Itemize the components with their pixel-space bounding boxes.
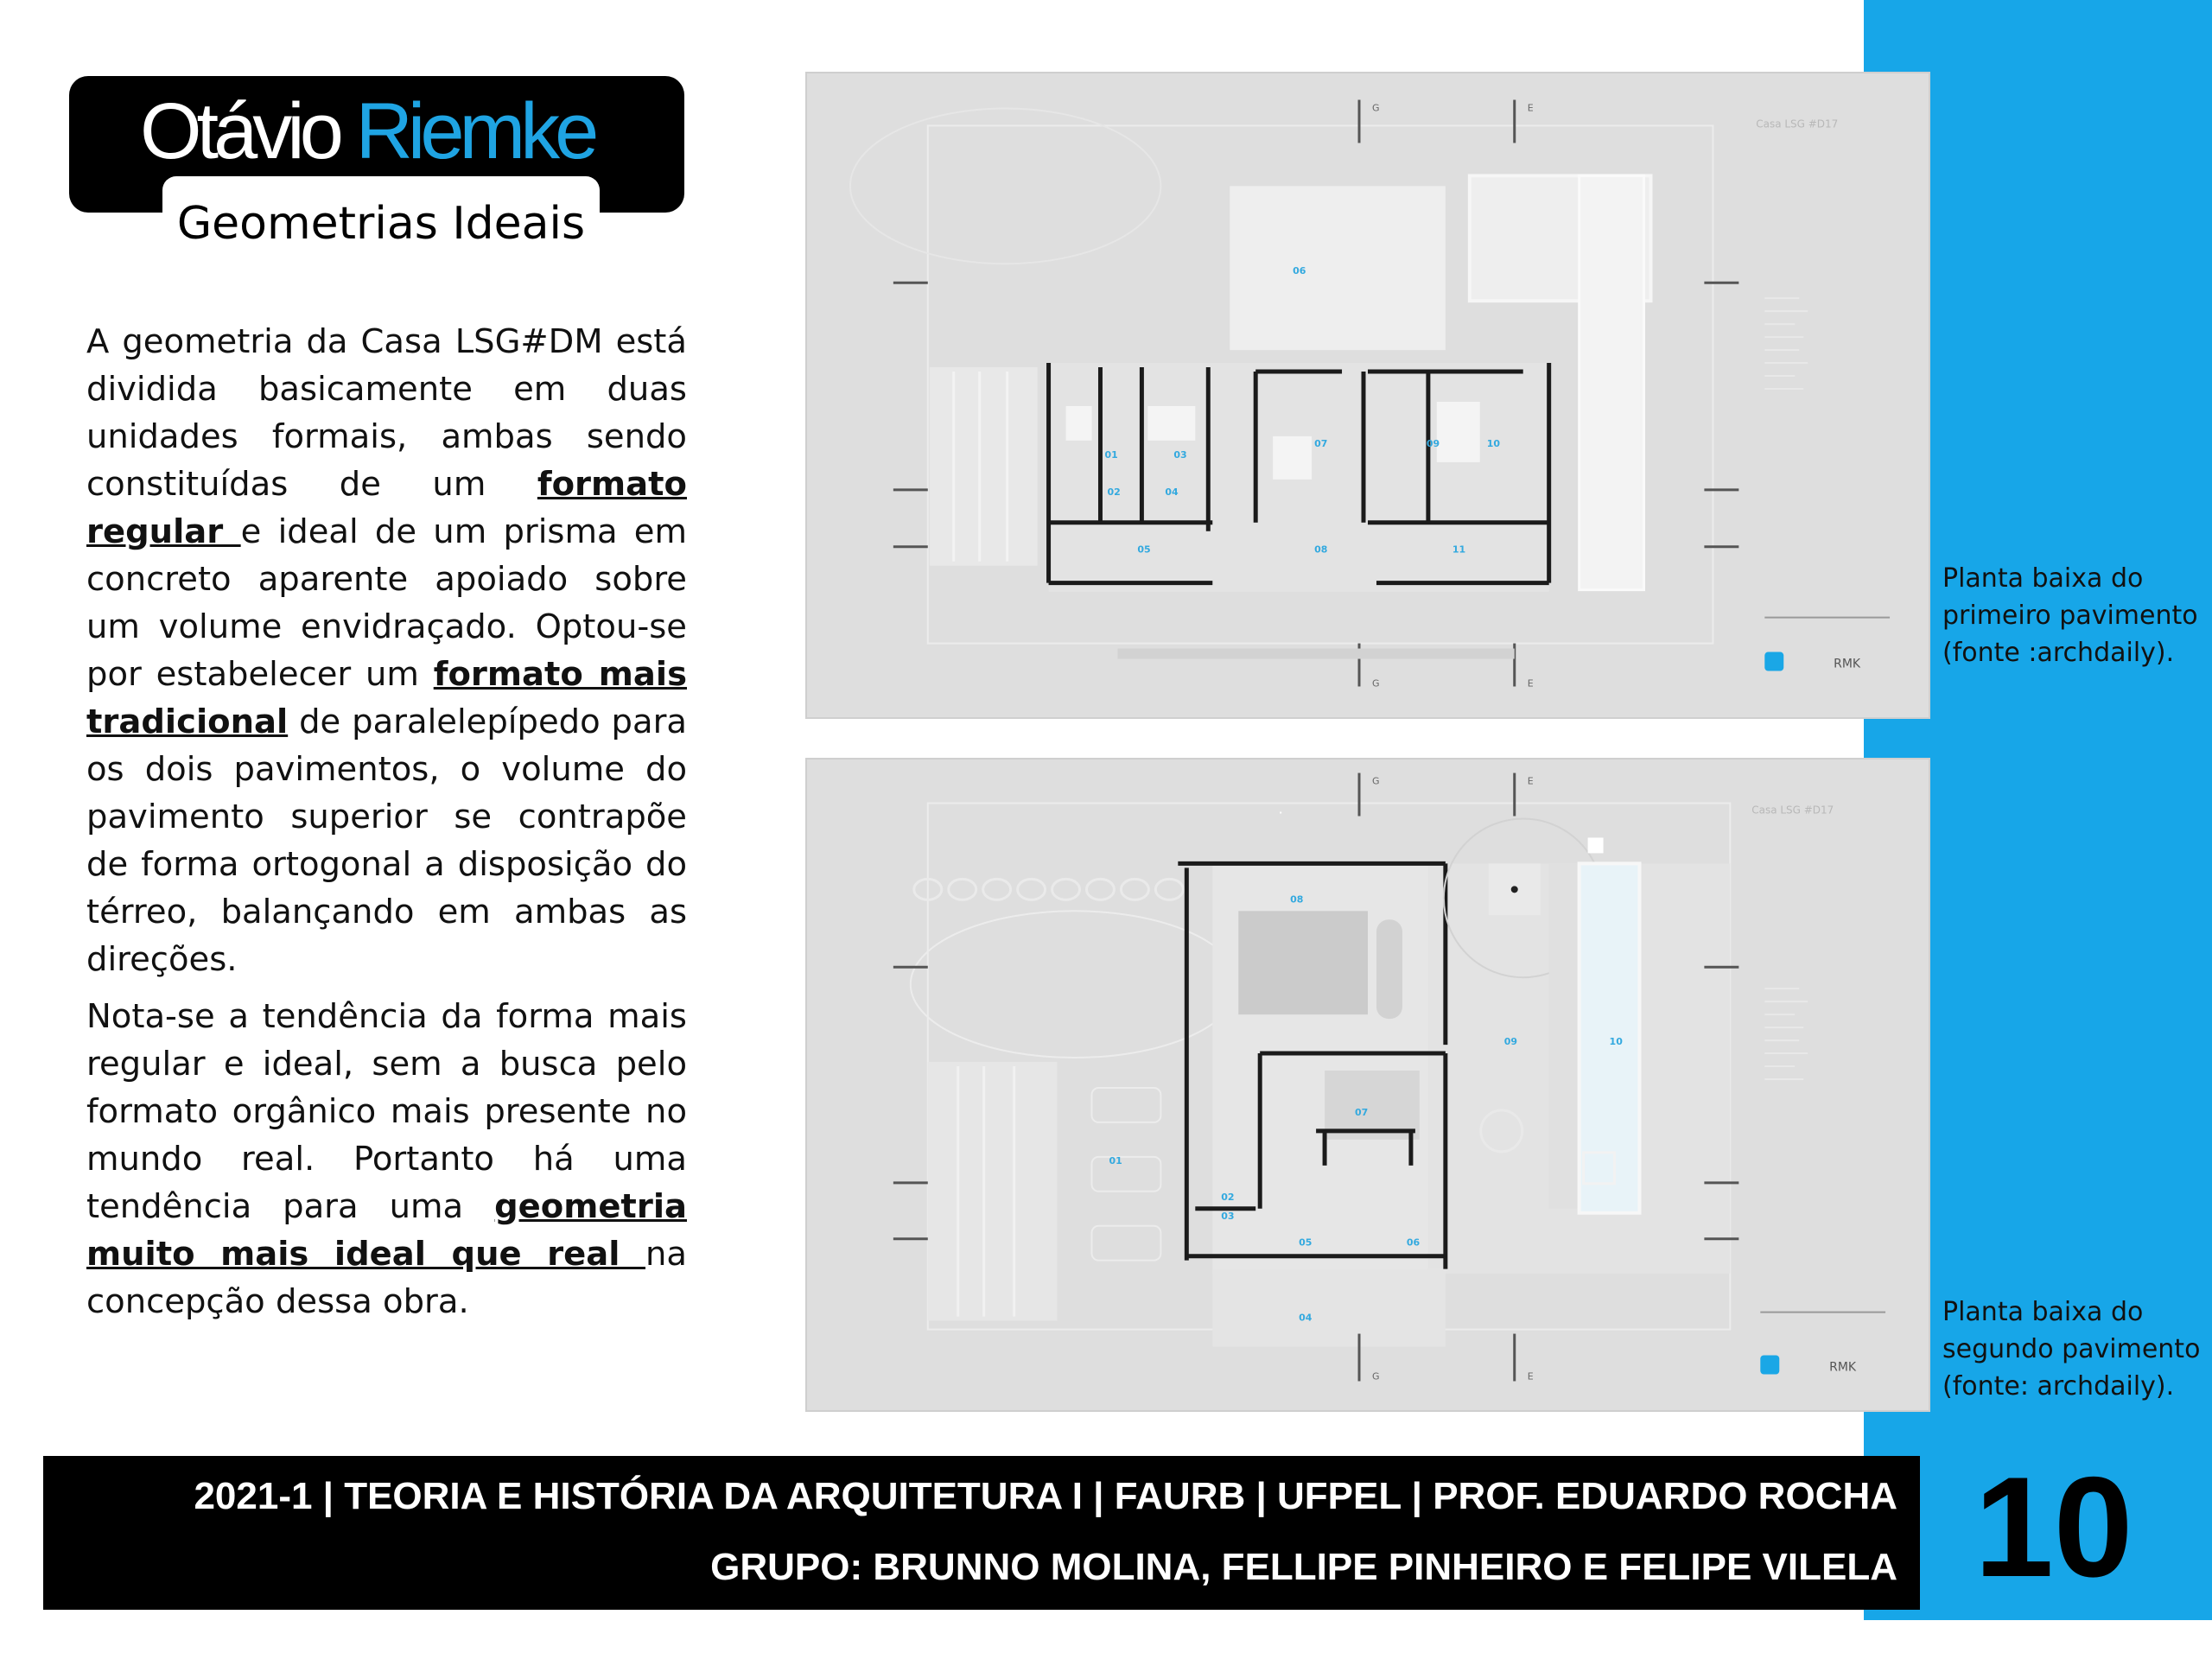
svg-text:03: 03 bbox=[1221, 1210, 1235, 1222]
plan2-title: Casa LSG #D17 bbox=[1751, 804, 1834, 817]
body-text bbox=[86, 318, 687, 1335]
svg-text:07: 07 bbox=[1314, 437, 1328, 449]
svg-text:06: 06 bbox=[1406, 1236, 1421, 1249]
page-title bbox=[140, 87, 594, 175]
caption-second-floor: Planta baixa do segundo pavimento (fonte: archdaily). bbox=[1942, 1297, 2201, 1402]
svg-text:G: G bbox=[1371, 1370, 1380, 1382]
svg-text:05: 05 bbox=[1137, 543, 1151, 556]
subtitle: Geometrias Ideais bbox=[176, 198, 586, 250]
svg-text:04: 04 bbox=[1165, 486, 1179, 498]
plan2-logo-text: RMK bbox=[1829, 1360, 1857, 1375]
svg-text:E: E bbox=[1527, 677, 1534, 690]
svg-text:G: G bbox=[1371, 677, 1380, 690]
svg-text:02: 02 bbox=[1107, 486, 1121, 498]
svg-text:08: 08 bbox=[1290, 893, 1304, 906]
floor-plan-second bbox=[805, 758, 1930, 1412]
svg-text:10: 10 bbox=[1486, 437, 1501, 449]
plan2-logo-square bbox=[1760, 1356, 1779, 1375]
highlight-formato-regular: formato regular bbox=[86, 465, 687, 551]
svg-text:05: 05 bbox=[1299, 1236, 1313, 1249]
svg-text:01: 01 bbox=[1104, 448, 1118, 461]
svg-text:02: 02 bbox=[1221, 1191, 1235, 1203]
plan1-logo-text: RMK bbox=[1834, 657, 1861, 671]
svg-text:04: 04 bbox=[1299, 1312, 1313, 1324]
plan1-logo-square bbox=[1764, 652, 1783, 671]
highlight-geometria-ideal: geometria muito mais ideal que real bbox=[86, 1187, 687, 1274]
title-last-name: Riemke bbox=[355, 87, 594, 175]
paragraph-2 bbox=[86, 993, 687, 1325]
svg-text:07: 07 bbox=[1355, 1106, 1369, 1118]
paragraph-1-text-a: A geometria da Casa LSG#DM está dividida basicamente em duas unidades formais, ambas sendo constituídas de um bbox=[86, 322, 687, 504]
paragraph-1-text-c: de paralelepípedo para os dois pavimentos, o volume do pavimento superior se contrapõe de forma ortogonal a disposição do térreo, balançando em ambas as direções. bbox=[86, 702, 687, 979]
page-number: 10 bbox=[1974, 1447, 2133, 1606]
svg-text:10: 10 bbox=[1609, 1036, 1623, 1048]
footer-group-line: GRUPO: BRUNNO MOLINA, FELLIPE PINHEIRO E FELIPE VILELA bbox=[710, 1546, 1897, 1588]
svg-text:E: E bbox=[1527, 1370, 1534, 1382]
footer-course-line: 2021-1 | TEORIA E HISTÓRIA DA ARQUITETURA I | FAURB | UFPEL | PROF. EDUARDO ROCHA bbox=[194, 1475, 1897, 1517]
plan1-title: Casa LSG #D17 bbox=[1756, 118, 1839, 130]
paragraph-2-text-a: Nota-se a tendência da forma mais regular e ideal, sem a busca pelo formato orgânico mais presente no mundo real. Portanto há uma tendência para uma bbox=[86, 997, 687, 1226]
svg-text:E: E bbox=[1527, 102, 1534, 114]
title-box bbox=[69, 76, 684, 250]
footer-bar bbox=[43, 1456, 1920, 1610]
svg-text:06: 06 bbox=[1293, 265, 1306, 277]
svg-text:09: 09 bbox=[1426, 437, 1440, 449]
title-first-name: Otávio bbox=[140, 87, 339, 175]
highlight-formato-tradicional: formato mais tradicional bbox=[86, 655, 687, 741]
paragraph-1 bbox=[86, 318, 687, 983]
paragraph-2-text-b: na concepção dessa obra. bbox=[86, 1235, 687, 1321]
svg-text:09: 09 bbox=[1503, 1036, 1518, 1048]
svg-text:G: G bbox=[1371, 102, 1380, 114]
svg-text:08: 08 bbox=[1314, 543, 1328, 556]
svg-text:11: 11 bbox=[1452, 543, 1466, 556]
svg-text:E: E bbox=[1527, 775, 1534, 787]
floor-plan-second-drawing bbox=[807, 760, 1929, 1410]
caption-first-floor: Planta baixa do primeiro pavimento (fonte :archdaily). bbox=[1942, 563, 2198, 668]
floor-plan-first-drawing bbox=[807, 73, 1929, 717]
subtitle-tab bbox=[162, 176, 600, 263]
svg-text:03: 03 bbox=[1173, 448, 1187, 461]
svg-text:01: 01 bbox=[1109, 1154, 1122, 1166]
paragraph-1-text-b: e ideal de um prisma em concreto aparente apoiado sobre um volume envidraçado. Optou-se por estabelecer um bbox=[86, 512, 687, 694]
svg-text:G: G bbox=[1371, 775, 1380, 787]
floor-plan-first bbox=[805, 72, 1930, 719]
